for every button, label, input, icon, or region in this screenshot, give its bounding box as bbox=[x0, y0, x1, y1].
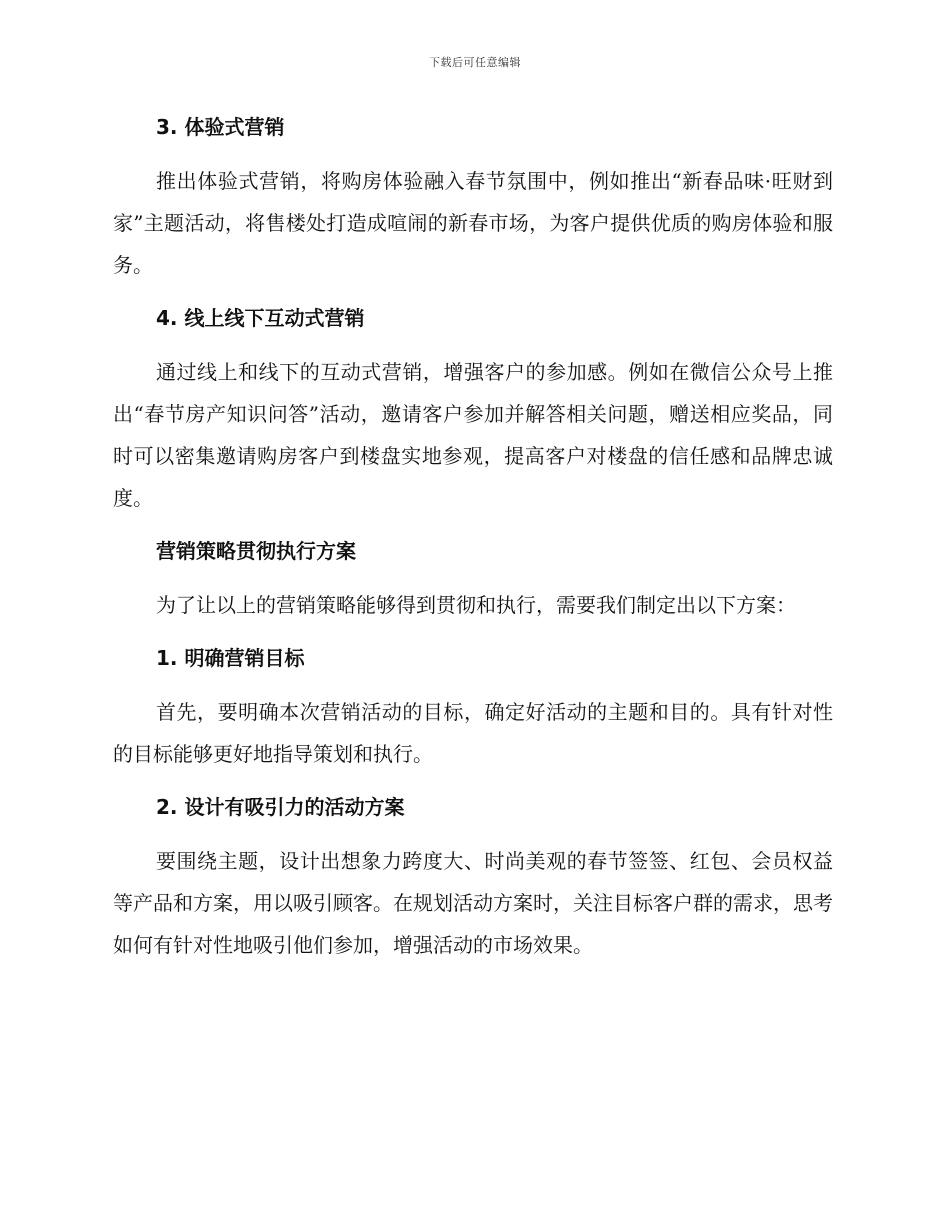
section-paragraph: 推出体验式营销，将购房体验融入春节氛围中，例如推出“新春品味·旺财到家”主题活动，将售楼处打造成喧闹的新春市场，为客户提供优质的购房体验和服务。 bbox=[113, 169, 833, 277]
section-paragraph: 要围绕主题，设计出想象力跨度大、时尚美观的春节签签、红包、会员权益等产品和方案，用以吸引顾客。在规划活动方案时，关注目标客户群的需求，思考如何有针对性地吸引他们参加，增强活动的市场效果。 bbox=[113, 849, 833, 957]
section-heading: 2. 设计有吸引力的活动方案 bbox=[156, 795, 405, 819]
page-header: 下载后可任意编辑 bbox=[429, 56, 521, 69]
section-heading: 1. 明确营销目标 bbox=[156, 646, 305, 670]
document-body bbox=[113, 110, 833, 966]
section-paragraph: 为了让以上的营销策略能够得到贯彻和执行，需要我们制定出以下方案： bbox=[156, 593, 796, 617]
section-heading: 营销策略贯彻执行方案 bbox=[156, 539, 356, 563]
section-heading: 3. 体验式营销 bbox=[156, 115, 285, 139]
section-heading: 4. 线上线下互动式营销 bbox=[156, 306, 365, 330]
section-paragraph: 首先，要明确本次营销活动的目标，确定好活动的主题和目的。具有针对性的目标能够更好地指导策划和执行。 bbox=[113, 700, 833, 766]
section-paragraph: 通过线上和线下的互动式营销，增强客户的参加感。例如在微信公众号上推出“春节房产知识问答”活动，邀请客户参加并解答相关问题，赠送相应奖品，同时可以密集邀请购房客户到楼盘实地参观，提高客户对楼盘的信任感和品牌忠诚度。 bbox=[113, 360, 833, 510]
